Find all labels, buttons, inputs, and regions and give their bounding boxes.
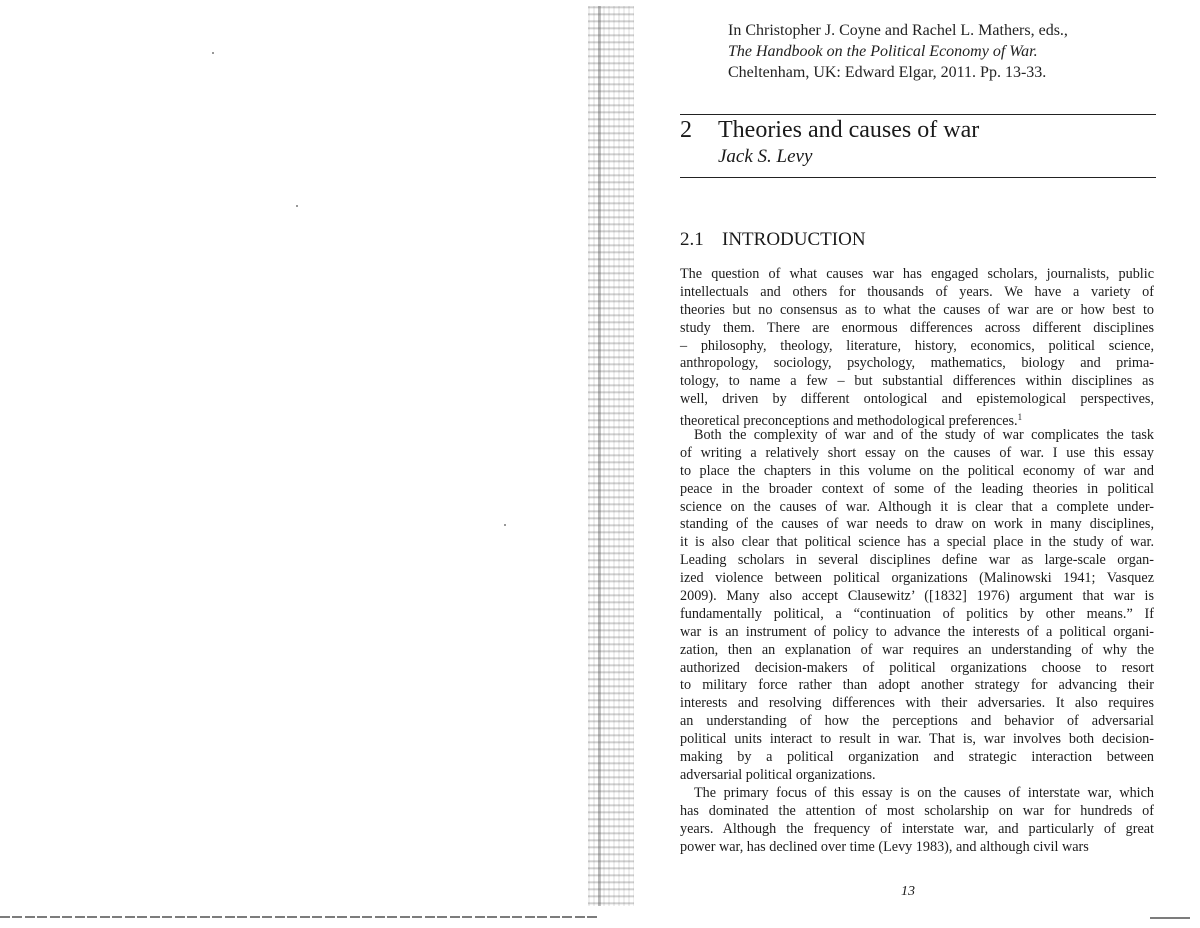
text-line: to military force rather than adopt another strategy for advancing their: [680, 677, 1154, 694]
section-title: INTRODUCTION: [722, 229, 866, 250]
text-line: intellectuals and others for thousands of years. We have a variety of: [680, 283, 1154, 300]
page-number: 13: [901, 884, 915, 899]
citation-line-editors: In Christopher J. Coyne and Rachel L. Mathers, eds.,: [728, 22, 1068, 39]
paragraph: [680, 785, 1154, 857]
text-line: The primary focus of this essay is on the causes of interstate war, which: [694, 784, 1154, 801]
text-line: 2009). Many also accept Clausewitz’ ([1832] 1976) argument that war is: [680, 588, 1154, 605]
text-line: zation, then an explanation of war requires an understanding of why the: [680, 641, 1154, 658]
text-line: theoretical preconceptions and methodological preferences.$^1$: [680, 412, 1023, 430]
text-line: ized violence between political organizations (Malinowski 1941; Vasquez: [680, 570, 1154, 587]
text-line: Leading scholars in several disciplines define war as large-scale organ-: [680, 552, 1154, 569]
text-line: interests and resolving differences with their adversaries. It also requires: [680, 695, 1154, 712]
chapter-title: Theories and causes of war: [718, 117, 980, 143]
text-line: tology, to name a few – but substantial differences within disciplines as: [680, 373, 1154, 390]
section-number: 2.1: [680, 229, 704, 250]
body-text: [680, 266, 1154, 856]
book-spine-shadow: [588, 6, 634, 906]
text-line: an understanding of how the perceptions and behavior of adversarial: [680, 713, 1154, 730]
text-line: study them. There are enormous differences across different disciplines: [680, 319, 1154, 336]
text-line: has dominated the attention of most scholarship on war for hundreds of: [680, 802, 1154, 819]
paragraph: [680, 266, 1154, 430]
text-line: science on the causes of war. Although it is clear that a complete under-: [680, 498, 1154, 515]
text-line: political units interact to result in war. That is, war involves both decision-: [680, 731, 1154, 748]
text-line: authorized decision-makers of political organizations choose to resort: [680, 659, 1154, 676]
citation-line-publisher: Cheltenham, UK: Edward Elgar, 2011. Pp. 13-33.: [728, 64, 1047, 81]
text-line: Both the complexity of war and of the study of war complicates the task: [694, 427, 1154, 444]
text-line: peace in the broader context of some of the leading theories in political: [680, 480, 1154, 497]
text-line: The question of what causes war has engaged scholars, journalists, public: [680, 266, 1154, 282]
citation-line-book-title: The Handbook on the Political Economy of War.: [728, 43, 1038, 60]
text-line: standing of the causes of war needs to draw on work in many disciplines,: [680, 516, 1154, 533]
text-line: making by a political organization and strategic interaction between: [680, 749, 1154, 766]
text-line: adversarial political organizations.: [680, 766, 876, 783]
text-line: war is an instrument of policy to advance the interests of a political organi-: [680, 623, 1154, 640]
chapter-rule-top: [680, 114, 1156, 115]
scan-edge-line-right: [1150, 917, 1190, 919]
citation-note: [728, 20, 1068, 83]
text-line: theories but no consensus as to what the causes of war are or how best to: [680, 301, 1154, 318]
text-line: – philosophy, theology, literature, history, economics, political science,: [680, 337, 1154, 354]
scan-speck: [504, 524, 506, 526]
scan-speck: [296, 205, 298, 207]
text-line: of writing a relatively short essay on the causes of war. I use this essay: [680, 444, 1154, 461]
paragraph: [680, 427, 1154, 785]
scan-edge-line: [0, 916, 600, 918]
chapter-author: Jack S. Levy: [718, 146, 813, 167]
scan-speck: [212, 52, 214, 54]
chapter-number: 2: [680, 117, 692, 143]
text-line: well, driven by different ontological and epistemological perspectives,: [680, 391, 1154, 408]
text-line: to place the chapters in this volume on the political economy of war and: [680, 462, 1154, 479]
section-heading: [680, 228, 866, 252]
text-line: power war, has declined over time (Levy 1983), and although civil wars: [680, 838, 1089, 855]
book-spine-edge: [598, 6, 601, 906]
chapter-rule-bottom: [680, 177, 1156, 178]
text-line: years. Although the frequency of interstate war, and particularly of great: [680, 820, 1154, 837]
footnote-marker: 1: [1017, 412, 1023, 423]
text-line: fundamentally political, a “continuation of politics by other means.” If: [680, 605, 1154, 622]
text-line: it is also clear that political science has a special place in the study of war.: [680, 534, 1154, 551]
text-line: anthropology, sociology, psychology, mathematics, biology and prima-: [680, 355, 1154, 372]
